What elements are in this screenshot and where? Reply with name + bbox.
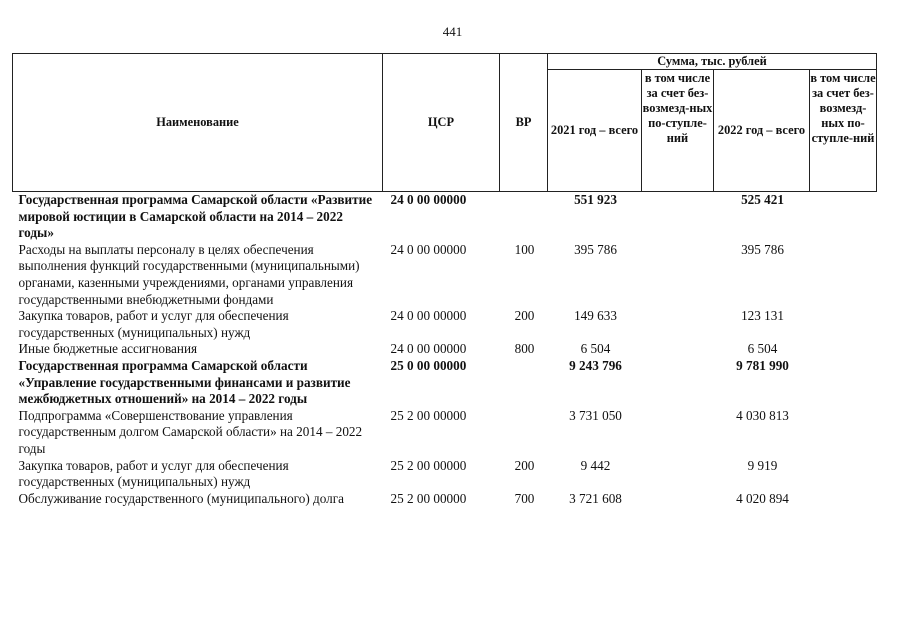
row-vr: 200	[514, 457, 535, 473]
row-csr: 24 0 00 00000	[390, 241, 467, 257]
budget-table	[12, 53, 877, 507]
row-2022-total: 9 781 990	[736, 357, 789, 373]
table-body	[13, 192, 877, 508]
page-number: 441	[442, 24, 463, 39]
row-2021-total: 551 923	[548, 192, 642, 242]
header-csr: ЦСР	[383, 54, 500, 192]
row-name: Обслуживание государственного (муниципального) долга	[18, 490, 344, 506]
table-row	[13, 358, 877, 408]
row-2021-total: 395 786	[574, 241, 617, 257]
row-2022-total: 9 919	[747, 457, 778, 473]
row-2022-incl	[810, 358, 877, 408]
row-name: Подпрограмма «Совершенствование управления государственным долгом Самарской области» на 2014 – 2022 годы	[18, 407, 363, 456]
row-csr: 24 0 00 00000	[390, 341, 467, 357]
table-row	[13, 192, 877, 242]
row-2022-total: 4 020 894	[736, 490, 789, 506]
header-vr: ВР	[500, 54, 548, 192]
row-2022-total: 6 504	[747, 341, 778, 357]
row-2021-incl	[642, 458, 714, 491]
row-2021-total: 9 243 796	[569, 357, 622, 373]
header-sum-group: Сумма, тыс. рублей	[548, 54, 877, 70]
row-csr: 25 2 00 00000	[390, 407, 467, 423]
row-csr: 25 2 00 00000	[390, 490, 467, 506]
row-2022-incl	[810, 242, 877, 308]
table-row	[13, 341, 877, 358]
row-2021-total: 3 731 050	[569, 407, 622, 423]
row-2021-incl	[642, 341, 714, 358]
row-vr	[500, 192, 548, 242]
row-2021-total: 6 504	[580, 341, 611, 357]
row-2021-total: 149 633	[574, 308, 617, 324]
row-2021-total: 9 442	[580, 457, 611, 473]
row-name: Государственная программа Самарской области «Управление государственными финансами и развитие межбюджетных отношений» на 2014 – 2022 годы	[18, 357, 351, 407]
row-2022-incl	[810, 192, 877, 242]
row-2021-incl	[642, 491, 714, 508]
row-2021-incl	[642, 358, 714, 408]
row-2021-incl	[642, 192, 714, 242]
row-2022-incl	[810, 491, 877, 508]
row-2022-total: 123 131	[741, 308, 784, 324]
table-row	[13, 458, 877, 491]
table-row	[13, 491, 877, 508]
table-row	[13, 308, 877, 341]
row-2021-incl	[642, 408, 714, 458]
row-csr: 25 2 00 00000	[390, 457, 467, 473]
row-name: Расходы на выплаты персоналу в целях обеспечения выполнения функций государственными (муниципальными) органами, казенными учреждениями, органами управления государственными внебюджетными фондами	[18, 241, 360, 307]
row-name: Иные бюджетные ассигнования	[18, 341, 198, 357]
row-2022-incl	[810, 341, 877, 358]
header-name: Наименование	[13, 54, 383, 192]
row-vr: 200	[514, 308, 535, 324]
row-csr: 24 0 00 00000	[383, 192, 500, 242]
row-vr: 800	[514, 341, 535, 357]
row-vr	[500, 358, 548, 408]
table-row	[13, 408, 877, 458]
row-vr: 700	[514, 490, 535, 506]
header-2022-incl: в том числе за счет без-возмезд-ных по-ступле-ний	[810, 70, 877, 192]
row-vr	[500, 408, 548, 458]
header-2021-incl: в том числе за счет без-возмезд-ных по-ступле-ний	[642, 70, 714, 192]
row-name: Государственная программа Самарской области «Развитие мировой юстиции в Самарской области на 2014 – 2022 годы»	[13, 192, 383, 242]
header-2021-total: 2021 год – всего	[548, 70, 642, 192]
row-2021-total: 3 721 608	[569, 490, 622, 506]
row-2022-incl	[810, 408, 877, 458]
row-2022-total: 525 421	[714, 192, 810, 242]
row-2022-total: 395 786	[741, 241, 784, 257]
row-2022-total: 4 030 813	[736, 407, 789, 423]
table-header	[13, 54, 877, 192]
row-vr: 100	[514, 241, 535, 257]
row-csr: 25 0 00 00000	[390, 357, 467, 373]
table-row	[13, 242, 877, 308]
header-2022-total: 2022 год – всего	[714, 70, 810, 192]
row-name: Закупка товаров, работ и услуг для обеспечения государственных (муниципальных) нужд	[18, 457, 289, 490]
row-2021-incl	[642, 242, 714, 308]
row-name: Закупка товаров, работ и услуг для обеспечения государственных (муниципальных) нужд	[18, 308, 289, 340]
row-2021-incl	[642, 308, 714, 341]
row-2022-incl	[810, 458, 877, 491]
row-2022-incl	[810, 308, 877, 341]
row-csr: 24 0 00 00000	[390, 308, 467, 324]
